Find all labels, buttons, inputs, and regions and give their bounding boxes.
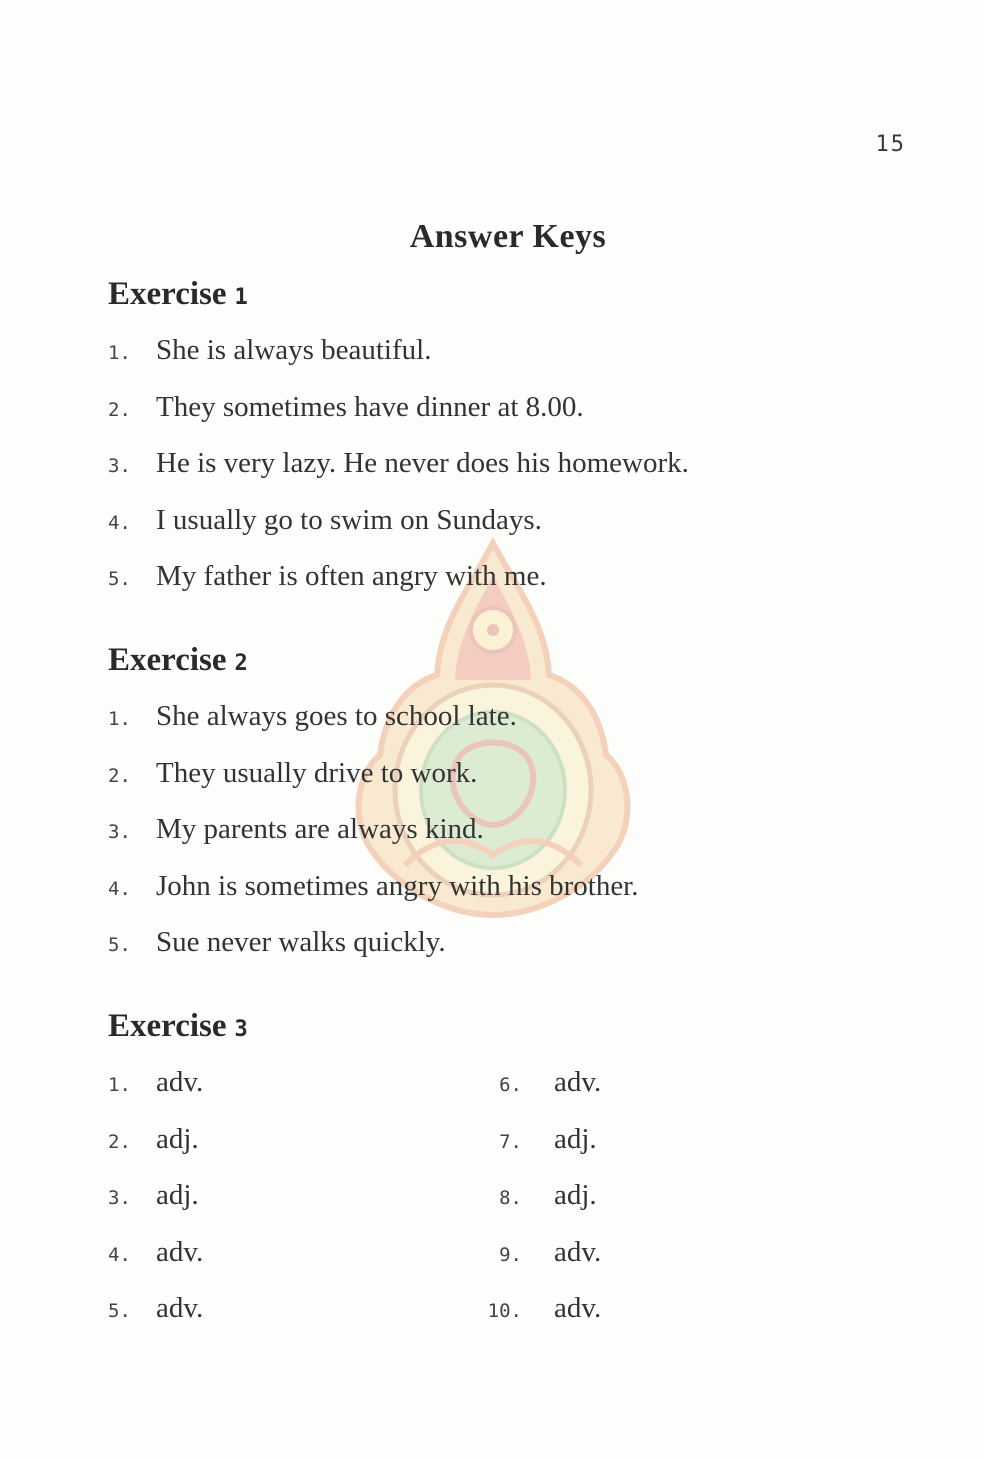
item-number: 2.	[108, 1130, 131, 1153]
item-number: 3.	[108, 821, 131, 843]
exercise-number: 3	[234, 1017, 248, 1042]
list-item	[108, 922, 639, 979]
item-number: 6.	[499, 1074, 522, 1096]
list-item	[108, 1119, 203, 1176]
list-item	[108, 1288, 203, 1345]
item-text: My father is often angry with me.	[156, 560, 547, 592]
item-text: adv.	[554, 1292, 602, 1324]
item-number: 1.	[108, 342, 131, 364]
item-number: 5.	[108, 1300, 131, 1322]
item-text: adv.	[156, 1292, 204, 1324]
list-item	[108, 330, 689, 387]
item-text: adj.	[554, 1122, 597, 1155]
exercise-label: Exercise	[108, 276, 227, 312]
item-text: adv.	[156, 1066, 204, 1098]
answer-list	[108, 696, 639, 979]
item-number: 3.	[108, 1187, 131, 1209]
list-item	[108, 1232, 203, 1289]
list-item	[108, 696, 639, 753]
item-number: 3.	[108, 455, 131, 477]
answer-list	[108, 330, 689, 613]
exercise-label: Exercise	[108, 1008, 227, 1044]
list-item	[482, 1119, 601, 1176]
list-item	[108, 1062, 203, 1119]
item-text: My parents are always kind.	[156, 813, 484, 845]
list-item	[108, 443, 689, 500]
list-item	[108, 556, 689, 613]
item-text: adj.	[156, 1179, 199, 1211]
item-number: 4.	[108, 511, 131, 534]
answer-column-right	[482, 1062, 601, 1345]
item-text: She is always beautiful.	[156, 334, 432, 366]
item-number: 2.	[108, 764, 131, 787]
item-text: adj.	[554, 1179, 597, 1211]
exercise-1-section	[108, 274, 689, 613]
exercise-heading	[108, 1006, 808, 1062]
list-item	[108, 866, 639, 923]
item-number: 2.	[108, 398, 131, 421]
item-number: 9.	[499, 1243, 522, 1266]
item-number: 4.	[108, 1243, 131, 1266]
page-number: 15	[875, 132, 906, 157]
item-text: John is sometimes angry with his brother.	[156, 869, 639, 902]
item-text: adv.	[156, 1235, 204, 1268]
item-text: They usually drive to work.	[156, 756, 478, 789]
item-text: She always goes to school late.	[156, 700, 517, 732]
item-text: adj.	[156, 1122, 199, 1155]
list-item	[108, 387, 689, 444]
item-number: 8.	[499, 1187, 522, 1209]
item-text: Sue never walks quickly.	[156, 926, 446, 958]
page-title: Answer Keys	[409, 218, 607, 255]
list-item	[482, 1062, 601, 1119]
item-number: 4.	[108, 877, 131, 900]
item-number: 1.	[108, 1074, 131, 1096]
list-item	[108, 500, 689, 557]
item-number: 5.	[108, 934, 131, 956]
item-number: 10.	[487, 1300, 522, 1322]
exercise-label: Exercise	[108, 642, 227, 678]
answer-column-left	[108, 1062, 203, 1345]
exercise-number: 2	[234, 651, 248, 676]
list-item	[108, 809, 639, 866]
item-number: 5.	[108, 568, 131, 590]
item-text: adv.	[554, 1235, 602, 1268]
item-number: 7.	[499, 1130, 522, 1153]
exercise-3-section	[108, 1006, 808, 1324]
exercise-2-section	[108, 640, 639, 979]
exercise-heading	[108, 640, 639, 696]
item-text: He is very lazy. He never does his homework.	[156, 447, 689, 479]
item-text: adv.	[554, 1066, 602, 1098]
list-item	[482, 1232, 601, 1289]
item-text: I usually go to swim on Sundays.	[156, 503, 542, 536]
item-text: They sometimes have dinner at 8.00.	[156, 390, 584, 423]
list-item	[108, 753, 639, 810]
list-item	[108, 1175, 203, 1232]
list-item	[482, 1175, 601, 1232]
exercise-heading	[108, 274, 689, 330]
exercise-number: 1	[234, 285, 248, 310]
item-number: 1.	[108, 708, 131, 730]
list-item	[482, 1288, 601, 1345]
